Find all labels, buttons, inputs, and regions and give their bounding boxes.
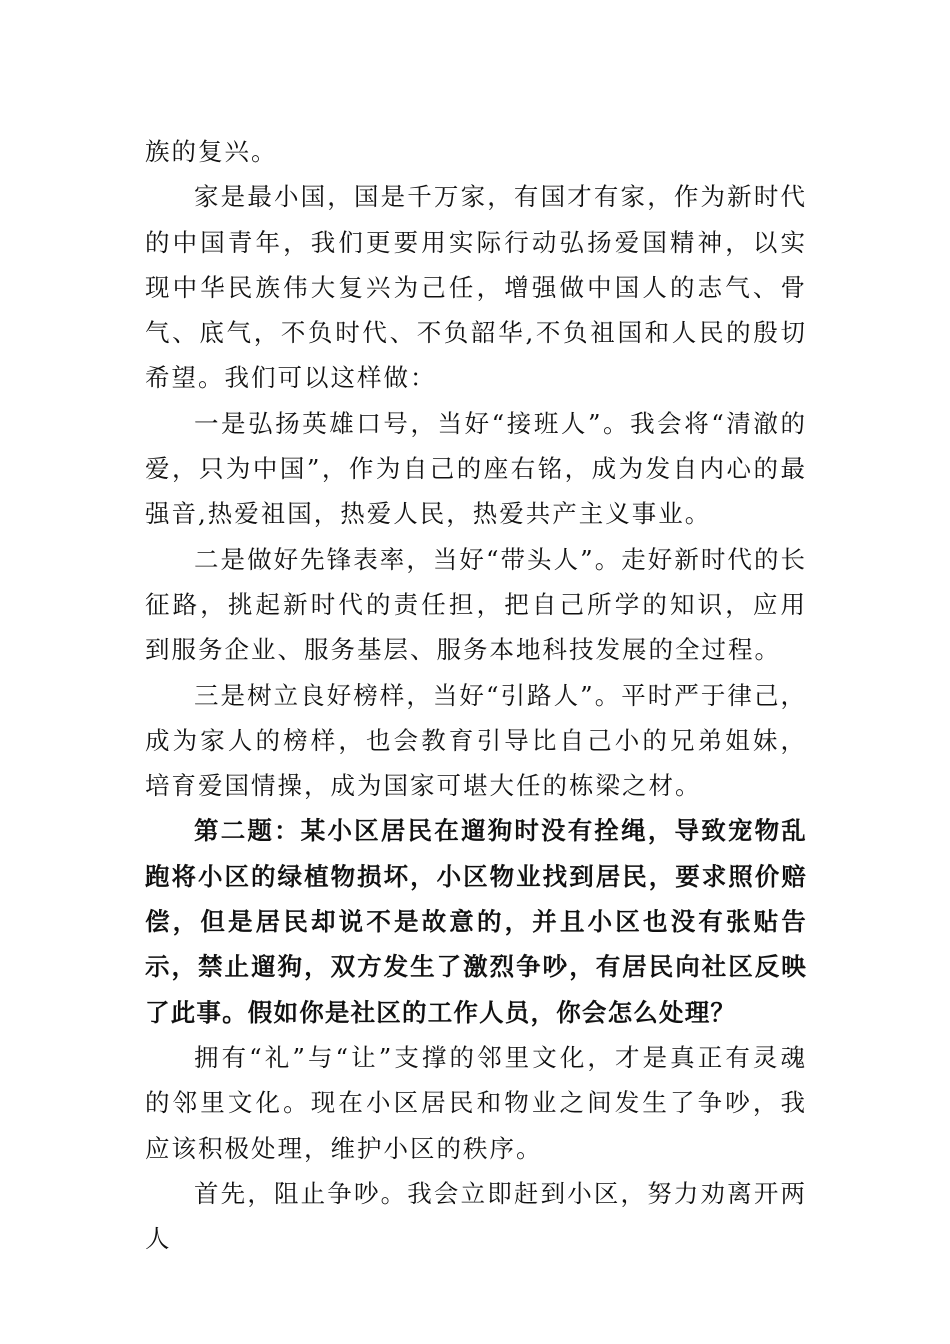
- question-two-heading: 第二题：某小区居民在遛狗时没有拴绳，导致宠物乱跑将小区的绿植物损坏，小区物业找到居民，要求照价赔偿，但是居民却说不是故意的，并且小区也没有张贴告示，禁止遛狗，双方发生了激烈争吵，有居民向社区反映了此事。假如你是社区的工作人员，你会怎么处理？: [145, 816, 807, 1027]
- paragraph-point-one: 一是弘扬英雄口号，当好“接班人”。我会将“清澈的爱，只为中国”，作为自己的座右铭，成为发自内心的最强音,热爱祖国，热爱人民，热爱共产主义事业。: [145, 408, 807, 529]
- paragraph-answer-intro: 拥有“礼”与“让”支撑的邻里文化，才是真正有灵魂的邻里文化。现在小区居民和物业之间发生了争吵，我应该积极处理，维护小区的秩序。: [145, 1042, 807, 1163]
- paragraph-point-two: 二是做好先锋表率，当好“带头人”。走好新时代的长征路，挑起新时代的责任担，把自己所学的知识，应用到服务企业、服务基层、服务本地科技发展的全过程。: [145, 544, 807, 665]
- paragraph-patriotism-intro: 家是最小国，国是千万家，有国才有家，作为新时代的中国青年，我们更要用实际行动弘扬爱国精神，以实现中华民族伟大复兴为己任，增强做中国人的志气、骨气、底气，不负时代、不负韶华,不负祖国和人民的殷切希望。我们可以这样做：: [145, 182, 807, 393]
- document-body: [145, 129, 807, 1261]
- paragraph-point-three: 三是树立良好榜样，当好“引路人”。平时严于律己，成为家人的榜样，也会教育引导比自己小的兄弟姐妹，培育爱国情操，成为国家可堪大任的栋梁之材。: [145, 680, 807, 801]
- paragraph-answer-first-step: 首先，阻止争吵。我会立即赶到小区，努力劝离开两人: [145, 1178, 807, 1254]
- paragraph-continuation: 族的复兴。: [145, 137, 278, 166]
